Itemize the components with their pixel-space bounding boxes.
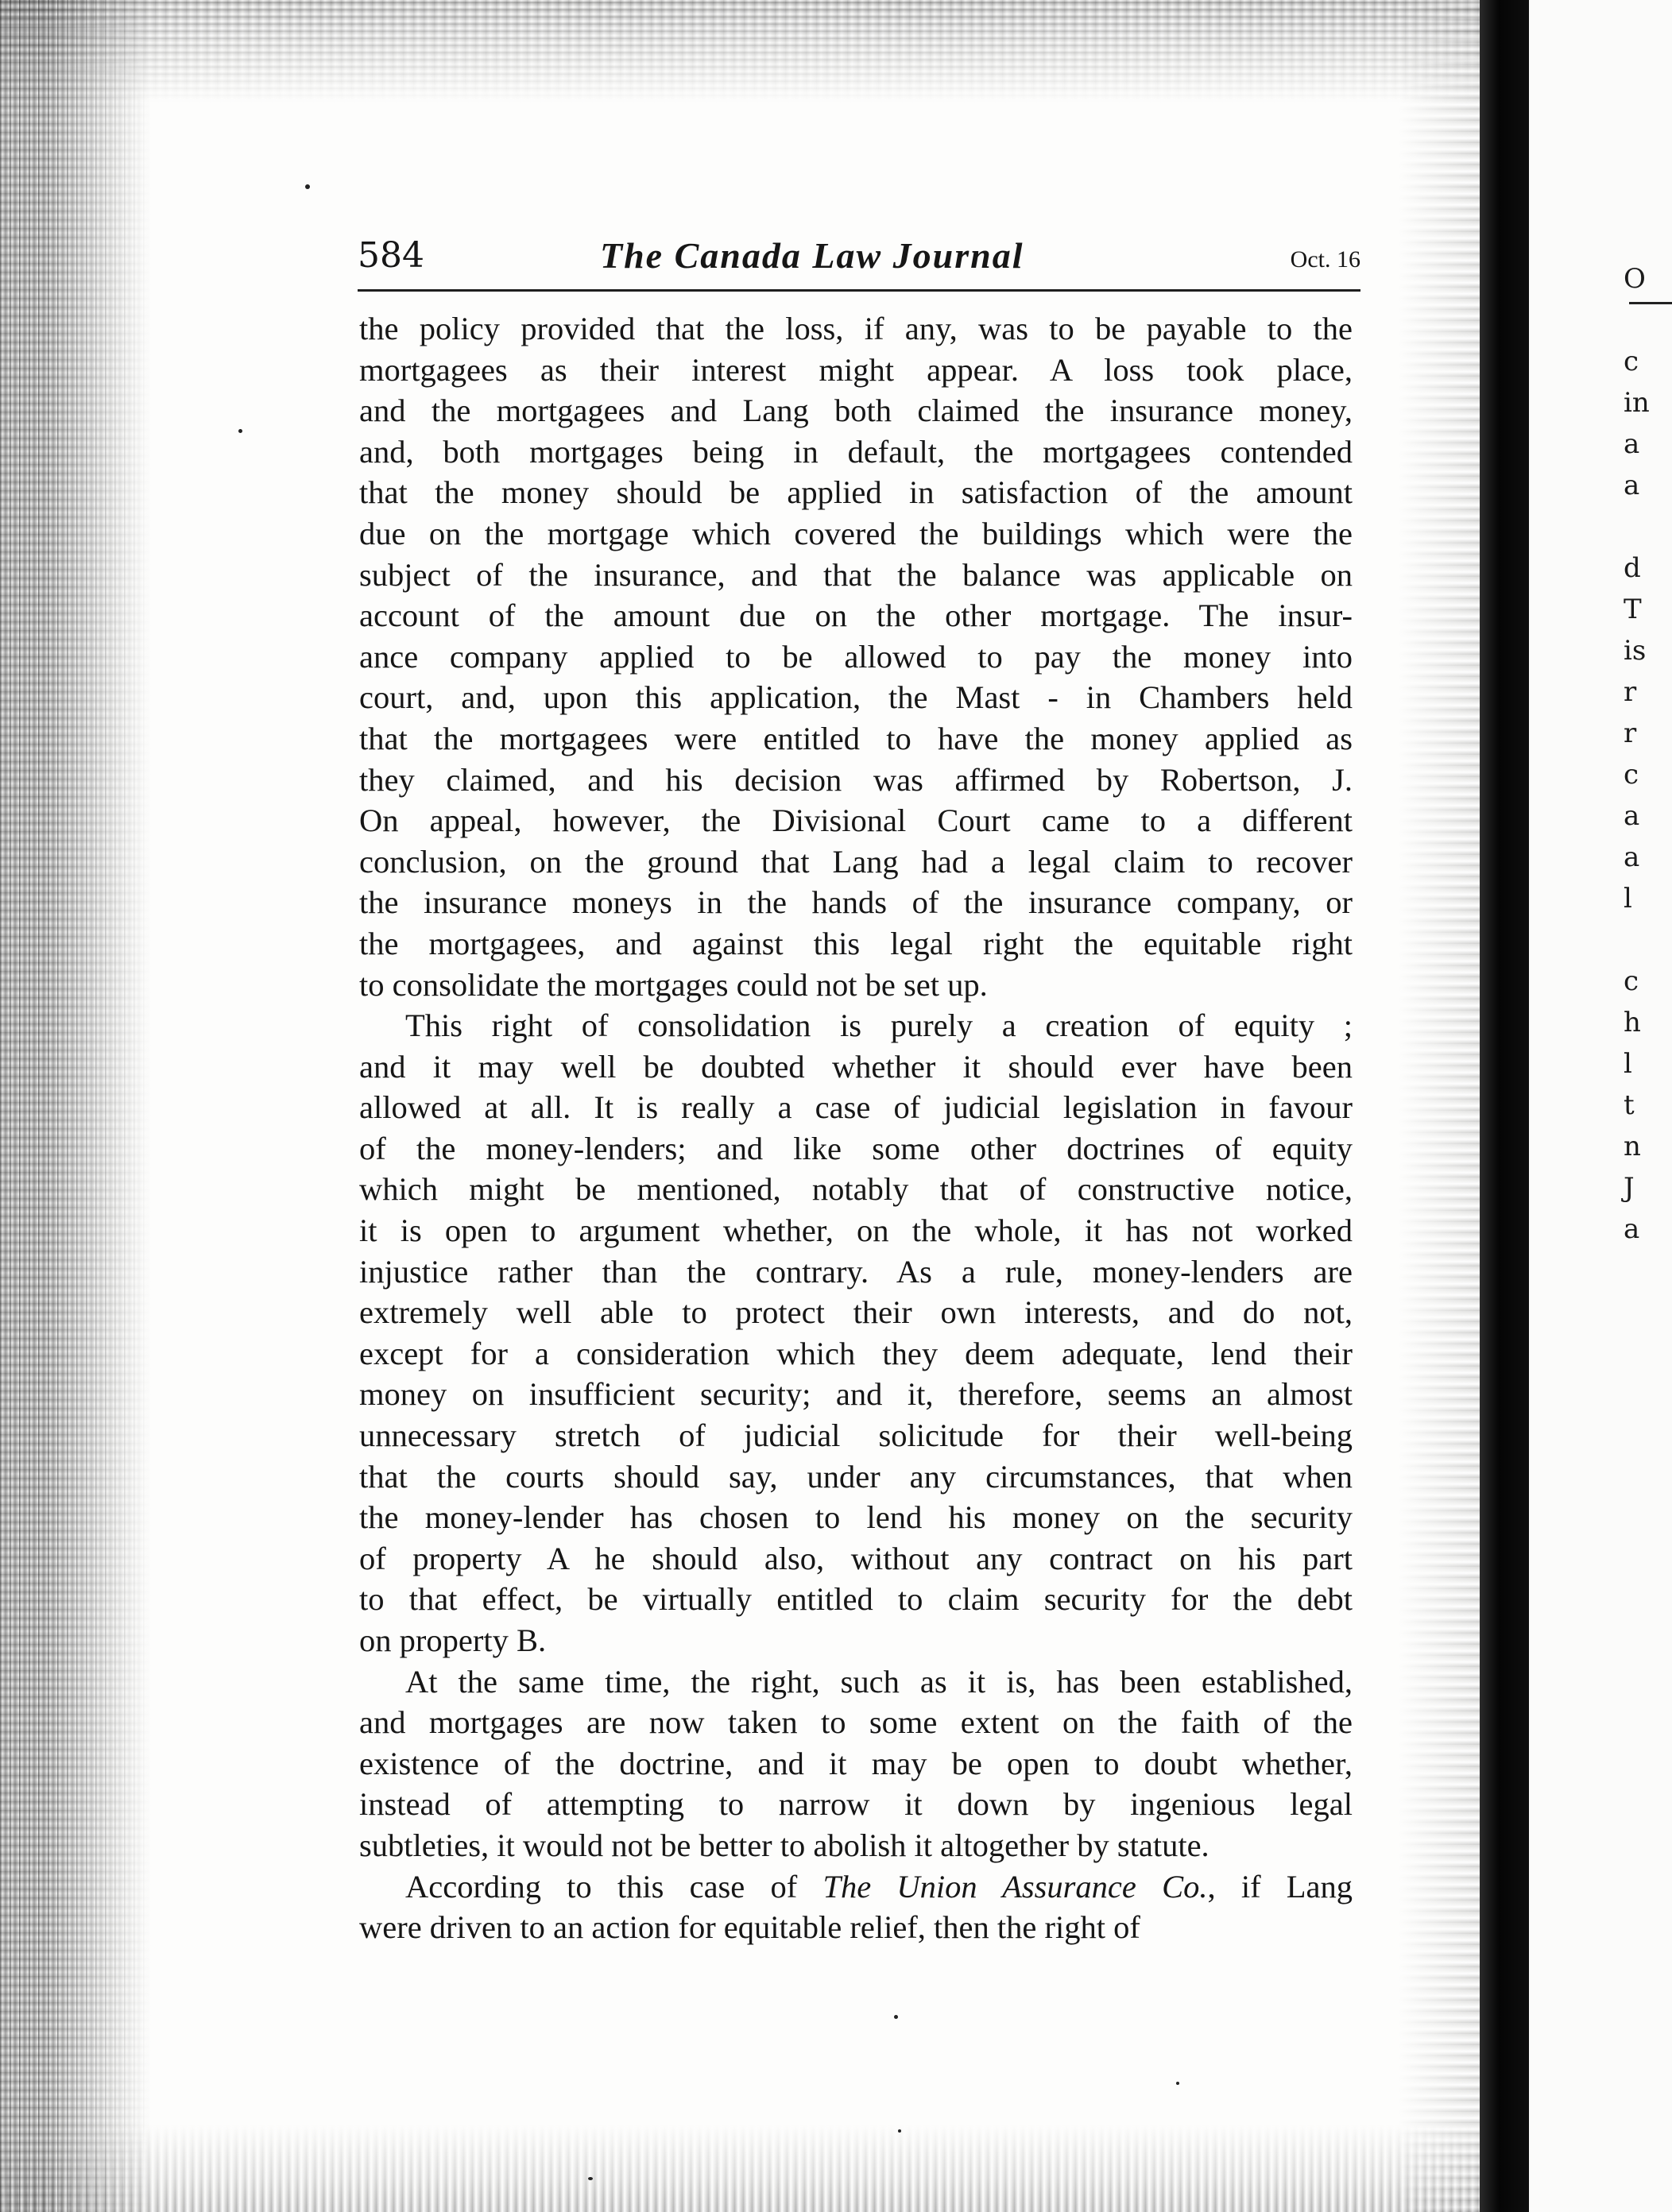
text-run: According to this case of [405, 1868, 823, 1905]
text-line [359, 1292, 1353, 1333]
text-line [359, 1620, 1353, 1661]
text-run: except for a consideration which they deem adequate, lend their [359, 1335, 1353, 1371]
text-run: that the money should be applied in satisfaction of the amount [359, 474, 1353, 511]
text-line [359, 1005, 1353, 1046]
text-run: they claimed, and his decision was affirmed by Robertson, J. [359, 761, 1353, 798]
text-run: subtleties, it would not be better to abolish it altogether by statute. [359, 1827, 1209, 1863]
text-line [359, 1579, 1353, 1620]
text-line [359, 1046, 1353, 1088]
text-run: and the mortgagees and Lang both claimed the insurance money, [359, 393, 1353, 429]
text-run: which might be mentioned, notably that of constructive notice, [359, 1171, 1353, 1208]
text-run: to consolidate the mortgages could not be set up. [359, 966, 988, 1003]
text-line [359, 882, 1353, 923]
text-line [359, 1907, 1353, 1948]
text-line [359, 1415, 1353, 1456]
paragraph [359, 1866, 1353, 1948]
text-line [359, 1497, 1353, 1538]
running-head [358, 232, 1360, 289]
text-run: unnecessary stretch of judicial solicitude for their well-being [359, 1417, 1353, 1454]
text-run: the insurance moneys in the hands of the insurance company, or [359, 884, 1353, 921]
text-run: and mortgages are now taken to some extent on the faith of the [359, 1704, 1353, 1741]
gutter-shadow [1399, 0, 1481, 2212]
text-line [359, 1251, 1353, 1293]
text-line [359, 1374, 1353, 1415]
text-run: At the same time, the right, such as it is, has been established, [405, 1663, 1353, 1700]
text-line [359, 390, 1353, 431]
text-run: subject of the insurance, and that the balance was applicable on [359, 556, 1353, 593]
text-run: of the money-lenders; and like some other doctrines of equity [359, 1130, 1353, 1166]
text-run: that the courts should say, under any circumstances, that when [359, 1458, 1353, 1495]
book-gutter [1480, 0, 1529, 2212]
article-body [359, 308, 1353, 1948]
issue-date: Oct. 16 [1290, 246, 1360, 273]
text-line [359, 800, 1353, 841]
text-run: that the mortgagees were entitled to have the money applied as [359, 720, 1353, 756]
scan-edge-top [0, 0, 1510, 103]
text-run: the money-lender has chosen to lend his money on the security [359, 1499, 1353, 1536]
text-run: the mortgagees, and against this legal right the equitable right [359, 925, 1353, 961]
text-run: On appeal, however, the Divisional Court came to a different [359, 802, 1353, 839]
text-line [359, 1210, 1353, 1251]
text-run: This right of consolidation is purely a creation of equity ; [405, 1007, 1353, 1044]
text-run: extremely well able to protect their own interests, and do not, [359, 1294, 1353, 1331]
text-line [359, 513, 1353, 555]
text-run: instead of attempting to narrow it down by ingenious legal [359, 1786, 1353, 1823]
text-run: injustice rather than the contrary. As a rule, money-lenders are [359, 1253, 1353, 1290]
text-line [359, 1743, 1353, 1785]
text-run: were driven to an action for equitable relief, then the right of [359, 1909, 1140, 1946]
journal-title: The Canada Law Journal [600, 235, 1024, 276]
paragraph [359, 1005, 1353, 1661]
scan-edge-left [0, 0, 151, 2212]
text-line [359, 431, 1353, 473]
text-run: existence of the doctrine, and it may be open to doubt whether, [359, 1745, 1353, 1781]
text-line [359, 1702, 1353, 1743]
page-number: 584 [358, 235, 424, 276]
text-line [359, 1784, 1353, 1825]
text-line [359, 677, 1353, 718]
text-run: and, both mortgages being in default, the mortgagees contended [359, 433, 1353, 470]
text-line [359, 555, 1353, 596]
text-line [359, 636, 1353, 678]
text-run: allowed at all. It is really a case of judicial legislation in favour [359, 1089, 1353, 1126]
text-run: to that effect, be virtually entitled to claim security for the debt [359, 1581, 1353, 1618]
header-rule [358, 289, 1360, 292]
text-line [359, 1825, 1353, 1866]
facing-page-edge [1529, 0, 1672, 2212]
text-line [359, 1866, 1353, 1908]
text-run: on property B. [359, 1622, 547, 1658]
text-line [359, 923, 1353, 965]
text-line [359, 1128, 1353, 1170]
text-line [359, 1087, 1353, 1128]
paragraph [359, 1661, 1353, 1866]
text-line [359, 760, 1353, 801]
text-line [359, 308, 1353, 350]
text-run: and it may well be doubted whether it should ever have been [359, 1048, 1353, 1085]
text-line [359, 472, 1353, 513]
text-line [359, 718, 1353, 760]
text-run: of property A he should also, without any contract on his part [359, 1540, 1353, 1576]
text-run: conclusion, on the ground that Lang had a legal claim to recover [359, 843, 1353, 880]
text-line [359, 965, 1353, 1006]
text-line [359, 841, 1353, 883]
text-run: money on insufficient security; and it, therefore, seems an almost [359, 1376, 1353, 1413]
case-name: The Union Assurance Co. [822, 1868, 1208, 1905]
text-run: it is open to argument whether, on the whole, it has not worked [359, 1212, 1353, 1249]
text-line [359, 1169, 1353, 1210]
text-run: the policy provided that the loss, if any, was to be payable to the [359, 311, 1353, 346]
text-line [359, 1333, 1353, 1375]
text-run: mortgagees as their interest might appear. A loss took place, [359, 351, 1353, 388]
paragraph [359, 308, 1353, 1005]
facing-page-fragment: O c in a a d T is r r c a a l c h l t n J a [1624, 263, 1650, 1245]
text-line [359, 595, 1353, 636]
text-run: , if Lang [1207, 1868, 1353, 1905]
text-run: ance company applied to be allowed to pay the money into [359, 638, 1353, 675]
text-line [359, 350, 1353, 391]
text-run: court, and, upon this application, the Mast - in Chambers held [359, 679, 1353, 716]
text-run: due on the mortgage which covered the buildings which were the [359, 515, 1353, 551]
text-run: account of the amount due on the other mortgage. The insur- [359, 597, 1353, 634]
text-line [359, 1538, 1353, 1580]
text-line [359, 1661, 1353, 1703]
text-line [359, 1456, 1353, 1498]
